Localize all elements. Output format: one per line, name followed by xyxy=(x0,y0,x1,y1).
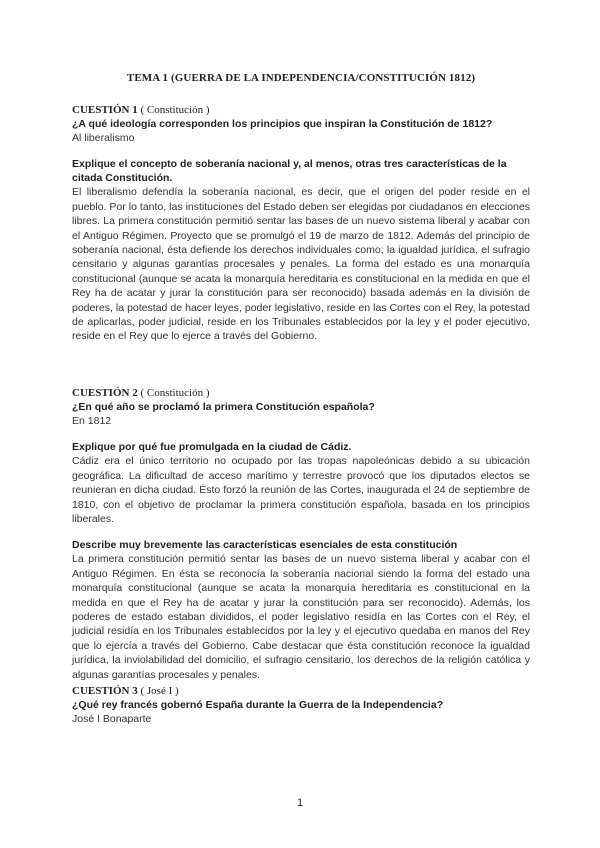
question-section-1 xyxy=(72,103,530,344)
answer-text: Al liberalismo xyxy=(72,132,135,144)
question-text: ¿En qué año se proclamó la primera Constitución española? xyxy=(72,401,375,413)
section-heading: CUESTIÓN 2 ( Constitución ) xyxy=(72,387,210,399)
section-heading: CUESTIÓN 1 ( Constitución ) xyxy=(72,104,210,116)
answer-text: José I Bonaparte xyxy=(72,713,152,725)
question-text: Describe muy brevemente las características esenciales de esta constitución xyxy=(72,539,458,552)
question-text: Explique por qué fue promulgada en la ciudad de Cádiz. xyxy=(72,441,352,454)
question-text: Explique el concepto de soberanía nacional y, al menos, otras tres características de la citada Constitución. xyxy=(72,158,507,185)
question-text: ¿Qué rey francés gobernó España durante la Guerra de la Independencia? xyxy=(72,699,444,711)
page-number: 1 xyxy=(296,797,304,809)
question-section-2 xyxy=(72,386,530,682)
answer-text: En 1812 xyxy=(72,415,112,427)
answer-text: La primera constitución permitió sentar las bases de un nuevo sistema liberal y acabar con el Antiguo Régimen. En ésta se reconocía la soberanía nacional siendo la forma del estado una monarquía constitucional (aunque se acata la monarquía hereditaria es constitucional en la medida en que el Rey ha de acatar y jurar la constitución para ser reconocido). Además, los poderes de estado estaban divididos, el poder legislativo residía en las Cortes con el Rey, el judicial residía en los Tribunales establecidos por la ley y el ejecutivo quedaba en manos del Rey que lo ejercía a través del Gobierno. Cabe destacar que ésta constitución reconoce la igualdad jurídica, la inviolabilidad del domicilio, el sufragio censitario, los derechos de la religión católica y algunas garantías procesales y penales. xyxy=(72,553,530,681)
question-section-3 xyxy=(72,684,530,726)
document-title: TEMA 1 (GUERRA DE LA INDEPENDENCIA/CONSTITUCIÓN 1812) xyxy=(126,72,476,84)
answer-text: Cádiz era el único territorio no ocupado por las tropas napoleónicas debido a su ubicación geográfica. La dificultad de acceso marítimo y terrestre provocó que los diputados electos se reunieran en dicha ciudad. Ésto forzó la reunión de las Cortes, inaugurada el 24 de septiembre de 1810, con el objetivo de proclamar la primera constitución española, basada en los principios liberales. xyxy=(72,455,530,526)
question-text: ¿A qué ideología corresponden los principios que inspiran la Constitución de 1812? xyxy=(72,118,493,130)
answer-text: El liberalismo defendía la soberanía nacional, es decir, que el origen del poder reside en el pueblo. Por lo tanto, las instituciones del Estado deben ser elegidas por ciudadanos en elecciones libres. La primera constitución permitió sentar las bases de un nuevo sistema liberal y acabar con el Antiguo Régimen. Proyecto que se promulgó el 19 de marzo de 1812. Además del principio de soberanía nacional, ésta defiende los derechos individuales como; la igualdad jurídica, el sufragio censitario y algunas garantías procesales y penales. La forma del estado es una monarquía constitucional (aunque se acata la monarquía hereditaria es constitucional en la medida en que el Rey ha de acatar y jurar la constitución para ser reconocido) basada además en la división de poderes, la potestad de hacer leyes, poder legislativo, reside en las Cortes con el Rey, la potestad de aplicarlas, poder judicial, reside en los Tribunales establecidos por la ley y el poder ejecutivo, reside en el Rey que lo ejerce a través del Gobierno. xyxy=(72,186,530,343)
section-heading: CUESTIÓN 3 ( José I ) xyxy=(72,685,179,697)
